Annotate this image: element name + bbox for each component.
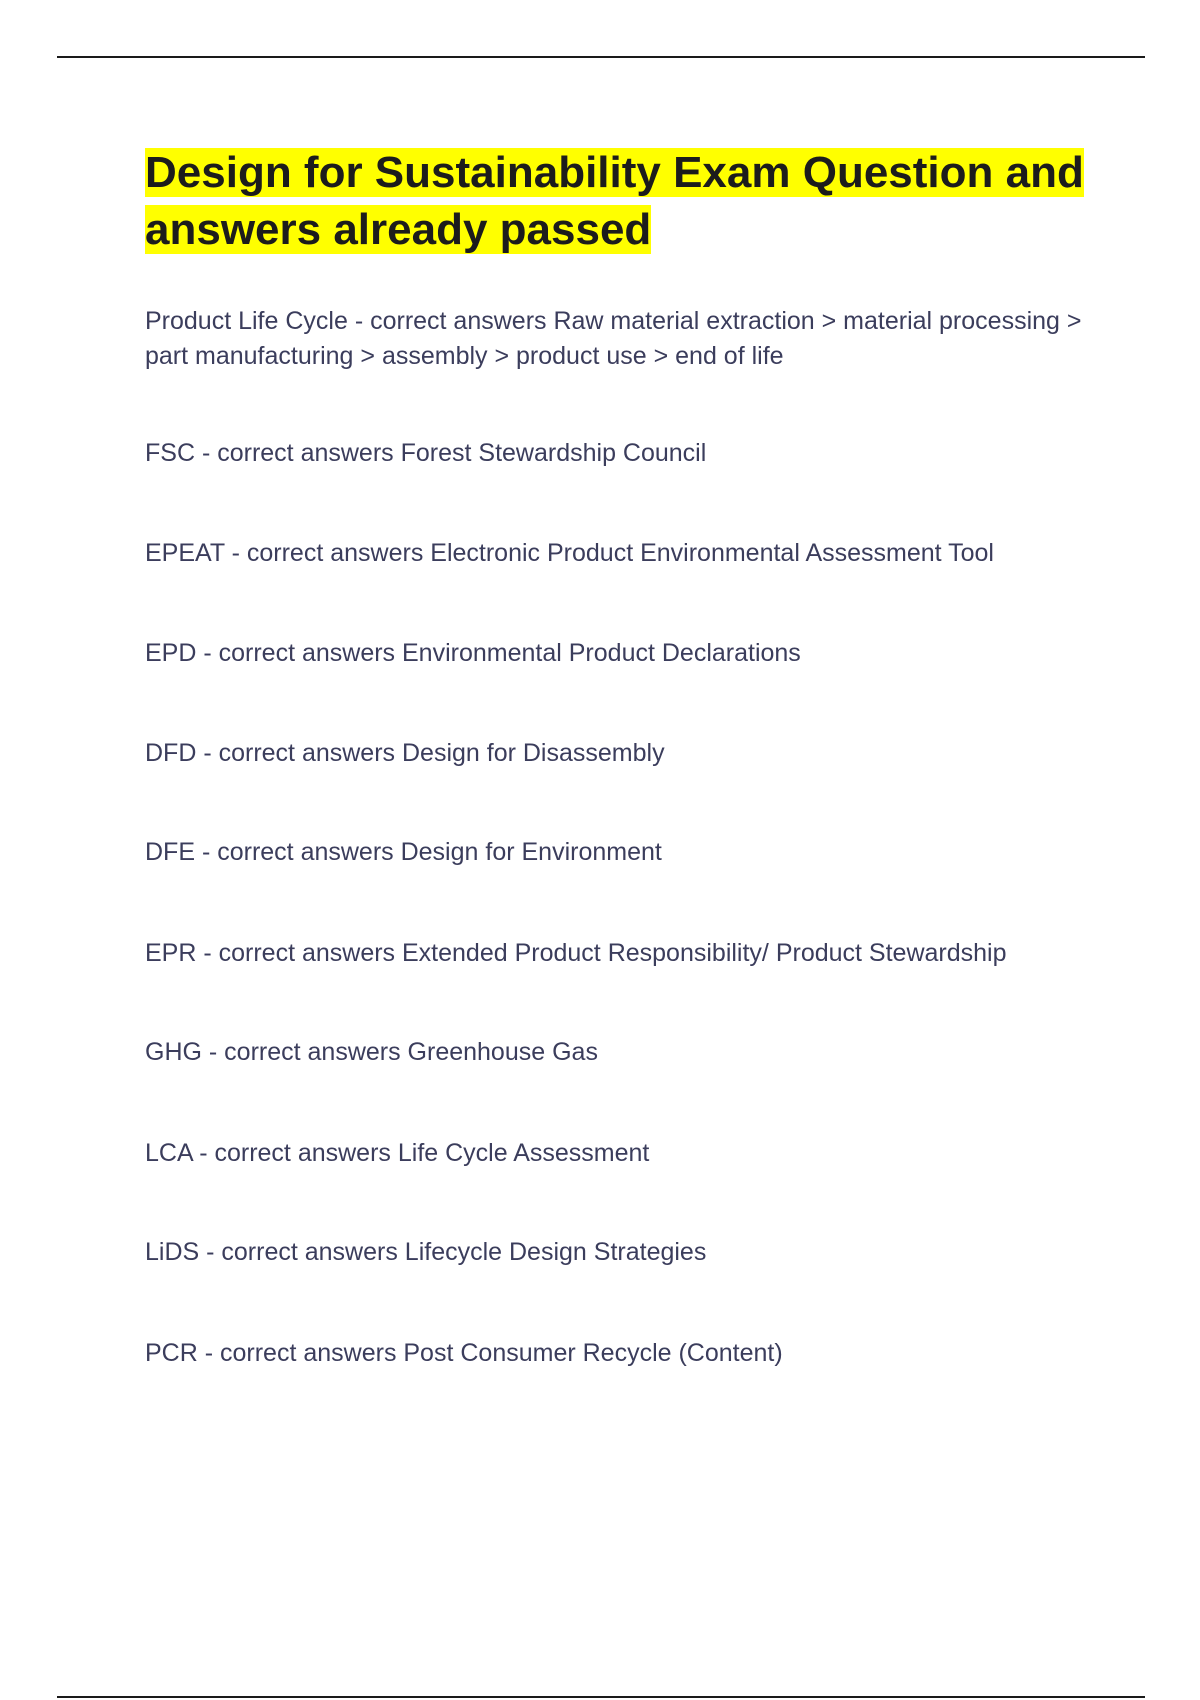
entry-dfe: DFE - correct answers Design for Environment [145,838,662,866]
document-title [145,144,1105,258]
title-highlight: Design for Sustainability Exam Question and answers already passed [145,148,1084,254]
entry-epr: EPR - correct answers Extended Product Responsibility/ Product Stewardship [145,939,1007,967]
entry-fsc: FSC - correct answers Forest Stewardship Council [145,439,707,467]
entry-pcr: PCR - correct answers Post Consumer Recycle (Content) [145,1339,783,1367]
entry-dfd: DFD - correct answers Design for Disassembly [145,739,665,767]
entry-ghg: GHG - correct answers Greenhouse Gas [145,1038,598,1066]
entry-epd: EPD - correct answers Environmental Product Declarations [145,639,801,667]
header-rule [57,56,1145,58]
entry-epeat: EPEAT - correct answers Electronic Product Environmental Assessment Tool [145,539,994,567]
entry-lids: LiDS - correct answers Lifecycle Design Strategies [145,1238,707,1266]
entry-product-life-cycle: Product Life Cycle - correct answers Raw material extraction > material processing > part manufacturing > assembly > product use > end of life [145,307,1082,370]
entry-lca: LCA - correct answers Life Cycle Assessment [145,1139,650,1167]
footer-rule [57,1696,1145,1698]
